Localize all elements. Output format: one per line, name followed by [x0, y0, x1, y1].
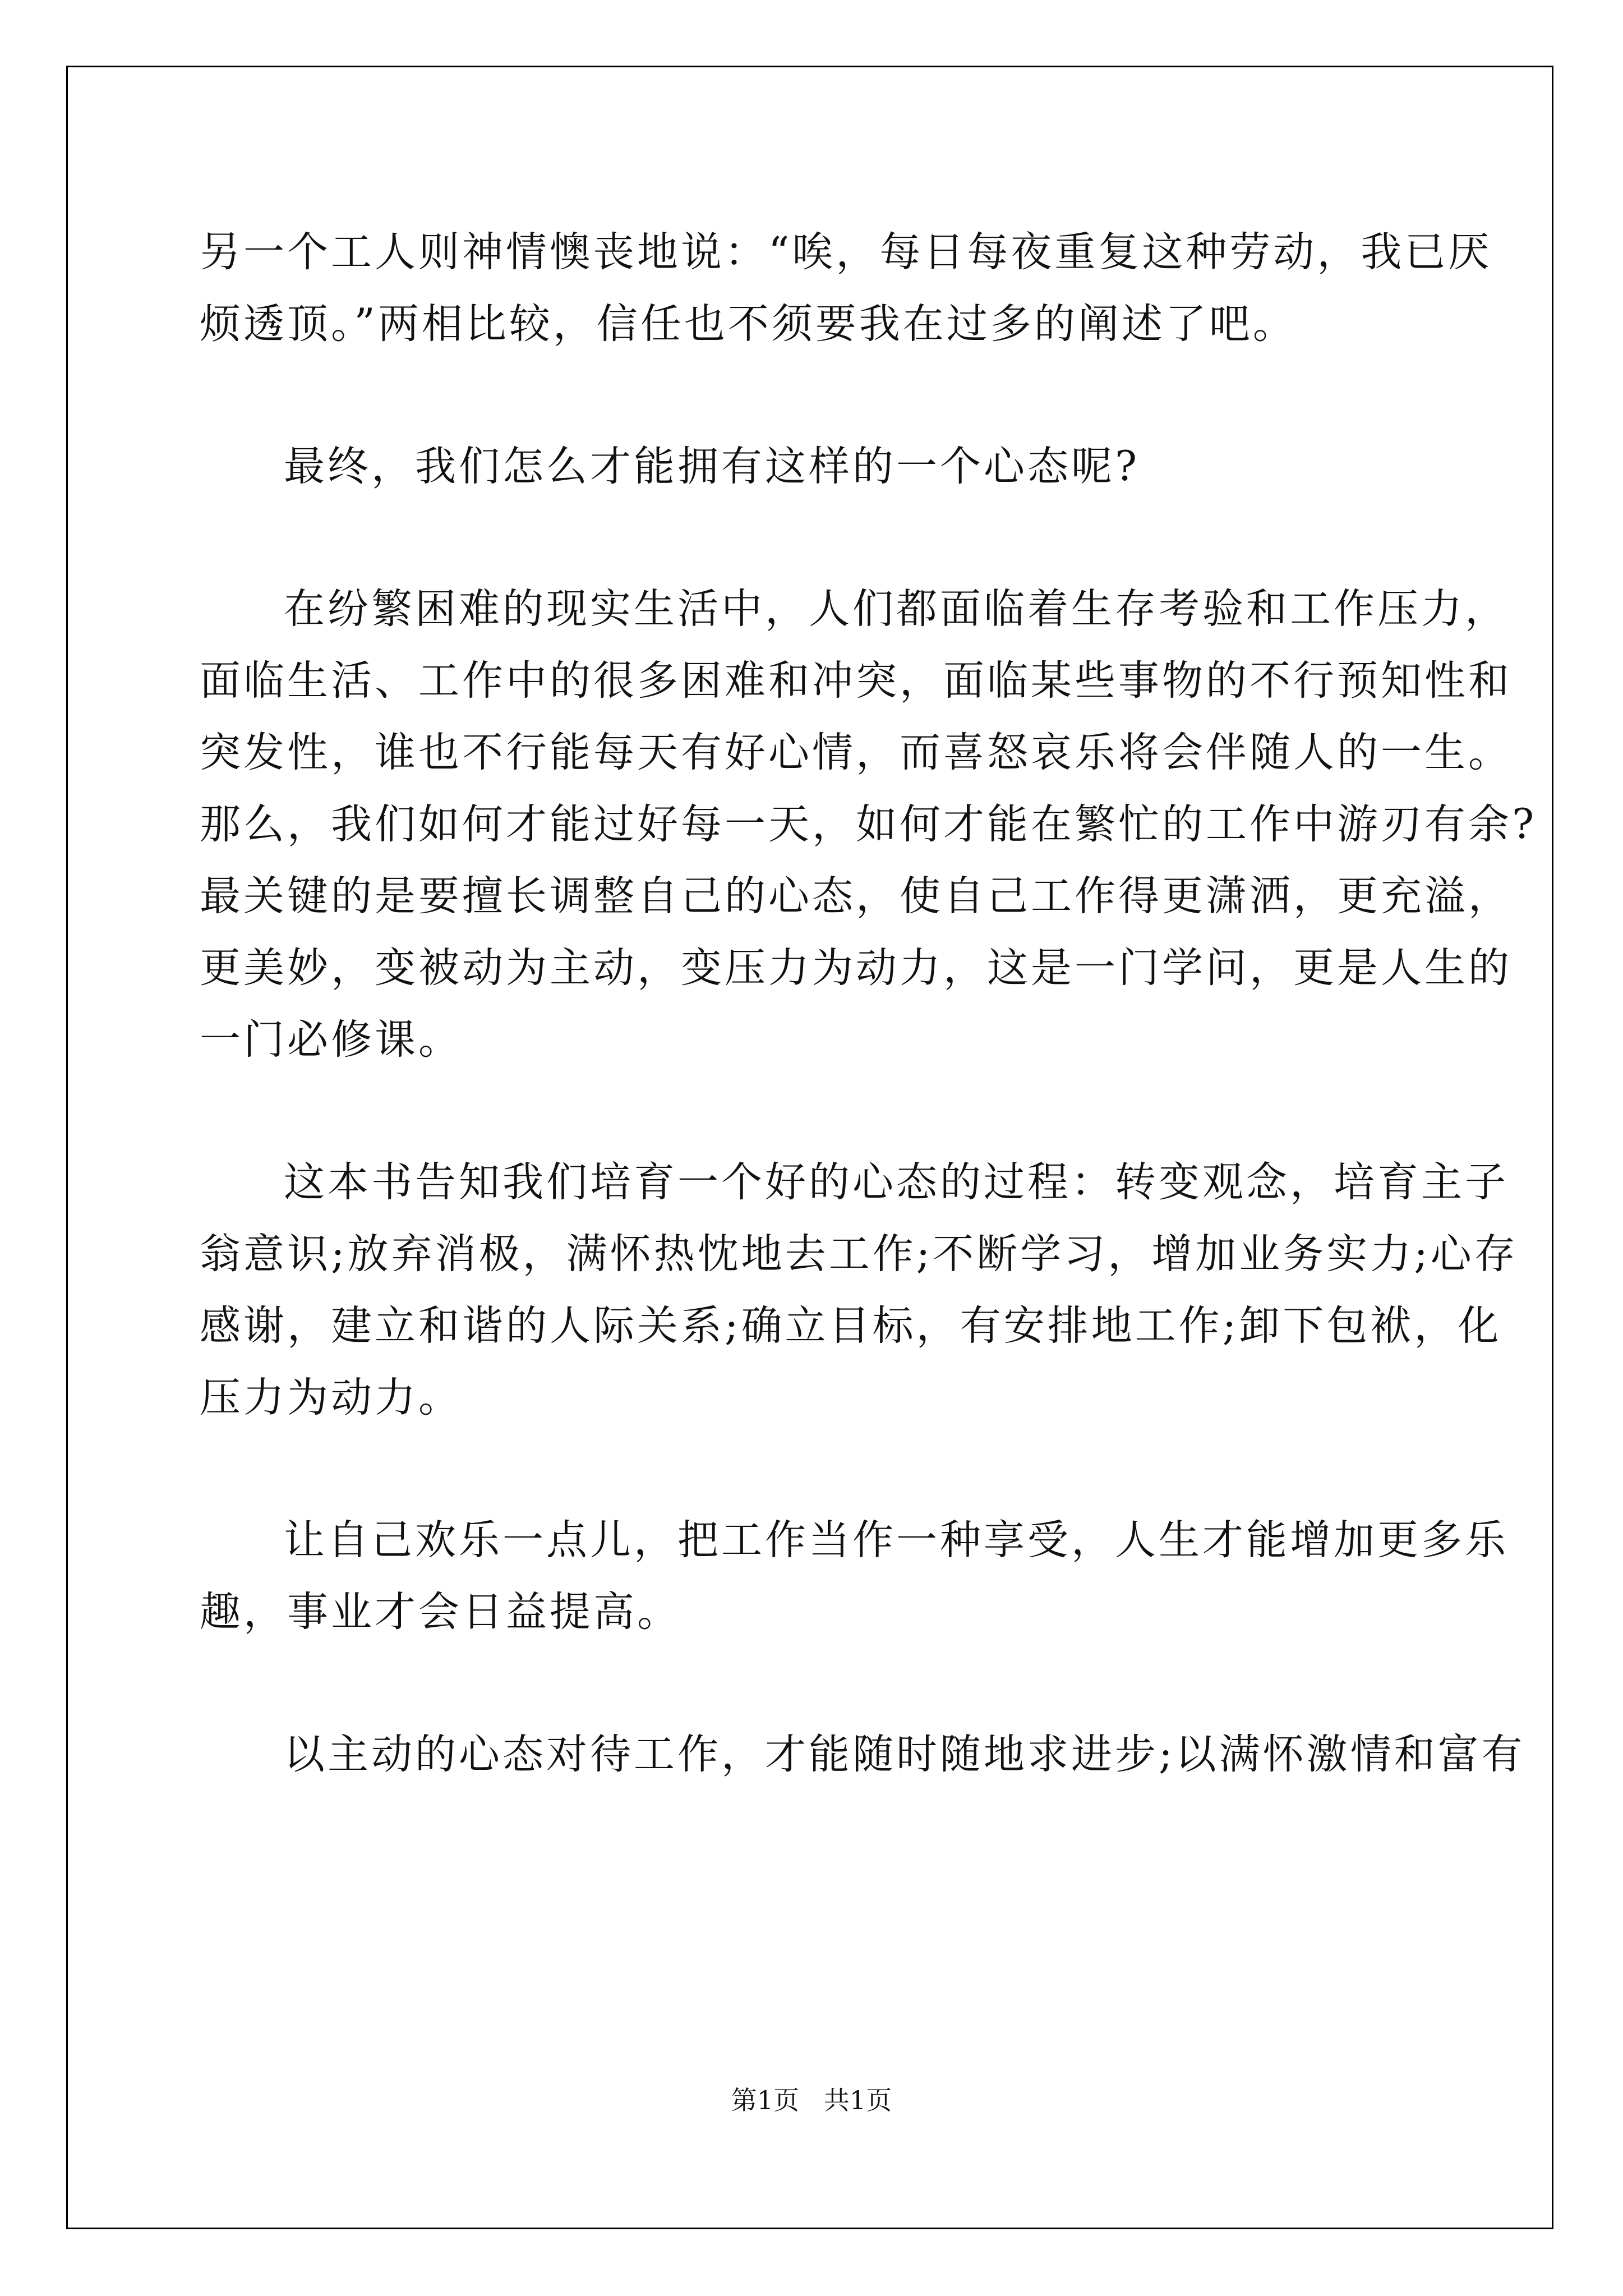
text-line: 那么，我们如何才能过好每一天，如何才能在繁忙的工作中游刃有余? — [200, 800, 1537, 848]
text-line: 面临生活、工作中的很多困难和冲突，面临某些事物的不行预知性和 — [200, 657, 1512, 705]
text-line: 烦透顶。”两相比较，信任也不须要我在过多的阐述了吧。 — [200, 300, 1297, 348]
paragraph-1 — [200, 217, 1492, 360]
text-line: 一门必修课。 — [200, 1016, 462, 1064]
text-line: 趣，事业才会日益提高。 — [200, 1588, 681, 1636]
text-line: 最关键的是要擅长调整自己的心态，使自己工作得更潇洒，更充溢， — [200, 872, 1512, 920]
text-line: 更美妙，变被动为主动，变压力为动力，这是一门学问，更是人生的 — [200, 944, 1512, 992]
paragraph-5 — [200, 1504, 1509, 1648]
text-line: 在纷繁困难的现实生活中，人们都面临着生存考验和工作压力， — [284, 585, 1509, 633]
text-line: 这本书告知我们培育一个好的心态的过程：转变观念，培育主子 — [284, 1158, 1509, 1206]
paragraph-2 — [200, 431, 1433, 503]
paragraph-6 — [200, 1719, 1525, 1791]
document-body — [200, 217, 1537, 1791]
text-line: 感谢，建立和谐的人际关系;确立目标，有安排地工作;卸下包袱，化 — [200, 1302, 1502, 1350]
paragraph-4 — [200, 1147, 1518, 1434]
text-line: 让自己欢乐一点儿，把工作当作一种享受，人生才能增加更多乐 — [284, 1516, 1509, 1564]
text-line: 另一个工人则神情懊丧地说：“唉，每日每夜重复这种劳动，我已厌 — [200, 228, 1492, 276]
text-line: 以主动的心态对待工作，才能随时随地求进步;以满怀激情和富有 — [284, 1731, 1525, 1778]
text-line: 突发性，谁也不行能每天有好心情，而喜怒哀乐将会伴随人的一生。 — [200, 729, 1512, 776]
text-line: 压力为动力。 — [200, 1374, 462, 1421]
page-number-footer: 第1页 共1页 — [731, 2085, 892, 2115]
paragraph-3 — [200, 573, 1537, 1076]
text-line: 最终，我们怎么才能拥有这样的一个心态呢? — [284, 443, 1140, 490]
text-line: 翁意识;放弃消极，满怀热忱地去工作;不断学习，增加业务实力;心存 — [200, 1230, 1518, 1278]
